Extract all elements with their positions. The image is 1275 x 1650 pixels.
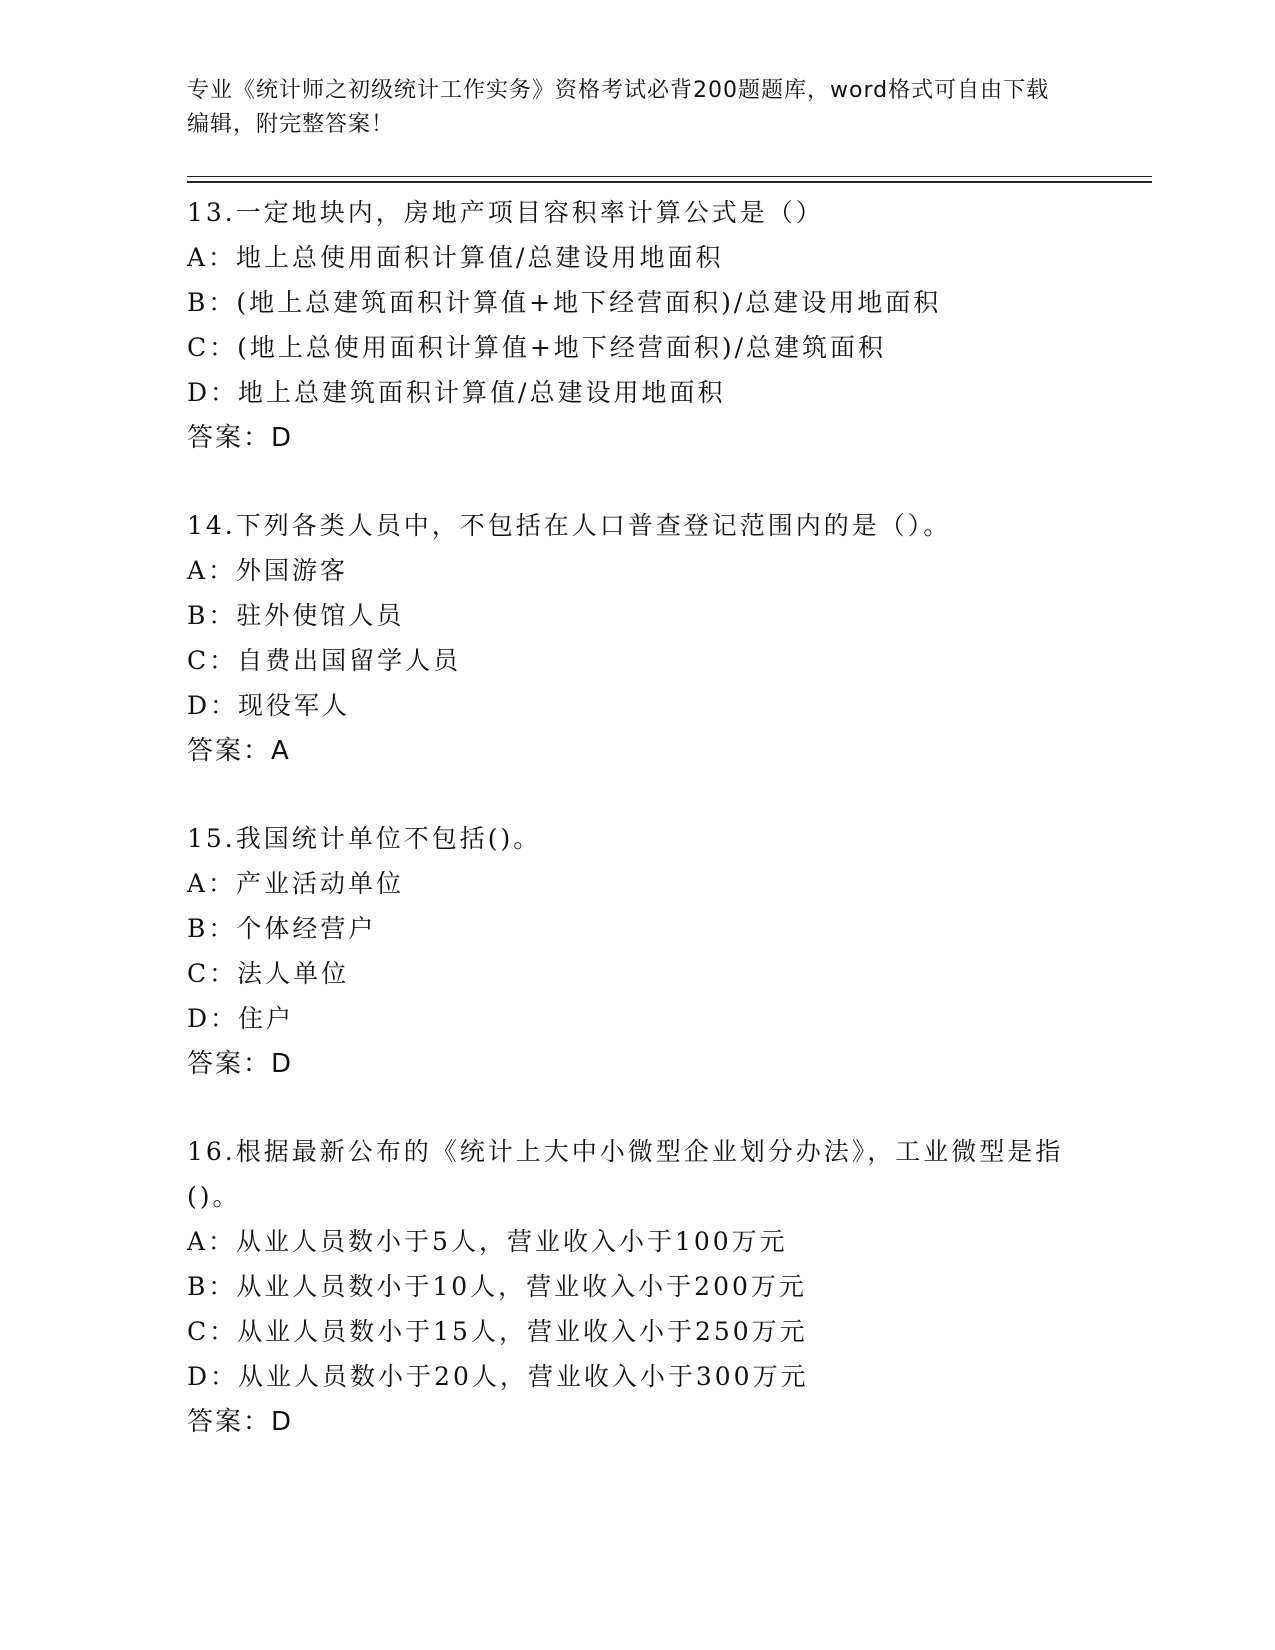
option-c: C：从业人员数小于15人，营业收入小于250万元 [187, 1317, 808, 1346]
header-divider-thick [187, 181, 1152, 183]
question-text: 15.我国统计单位不包括()。 [187, 824, 542, 853]
option-a: A：地上总使用面积计算值/总建设用地面积 [187, 243, 724, 272]
question-text: 16.根据最新公布的《统计上大中小微型企业划分办法》，工业微型是指()。 [187, 1137, 1064, 1211]
question-text: 14.下列各类人员中，不包括在人口普查登记范围内的是（）。 [187, 511, 952, 540]
option-d: D：现役军人 [187, 691, 351, 720]
option-a: A：从业人员数小于5人，营业收入小于100万元 [187, 1227, 788, 1256]
header-title: 专业《统计师之初级统计工作实务》资格考试必背200题题库，word格式可自由下载编辑，附完整答案！ [187, 78, 1050, 137]
answer: 答案：D [187, 1407, 294, 1437]
question-16 [187, 1129, 1087, 1445]
answer: 答案：A [187, 736, 291, 766]
question-13 [187, 190, 1087, 461]
option-d: D：住户 [187, 1004, 295, 1033]
answer: 答案：D [187, 423, 294, 453]
option-a: A：外国游客 [187, 556, 349, 585]
question-14 [187, 503, 1087, 774]
option-b: B：从业人员数小于10人，营业收入小于200万元 [187, 1272, 807, 1301]
option-c: C：法人单位 [187, 959, 350, 988]
header-divider-thin [187, 176, 1152, 177]
option-a: A：产业活动单位 [187, 869, 405, 898]
option-d: D：从业人员数小于20人，营业收入小于300万元 [187, 1362, 809, 1391]
question-text: 13.一定地块内，房地产项目容积率计算公式是（） [187, 198, 824, 227]
question-list [187, 190, 1087, 1487]
document-header [187, 74, 1067, 142]
question-15 [187, 816, 1087, 1087]
option-d: D：地上总建筑面积计算值/总建设用地面积 [187, 378, 726, 407]
option-b: B：驻外使馆人员 [187, 601, 405, 630]
option-c: C：自费出国留学人员 [187, 646, 462, 675]
option-c: C：(地上总使用面积计算值+地下经营面积)/总建筑面积 [187, 333, 887, 362]
answer: 答案：D [187, 1049, 294, 1079]
option-b: B：(地上总建筑面积计算值+地下经营面积)/总建设用地面积 [187, 288, 942, 317]
option-b: B：个体经营户 [187, 914, 377, 943]
